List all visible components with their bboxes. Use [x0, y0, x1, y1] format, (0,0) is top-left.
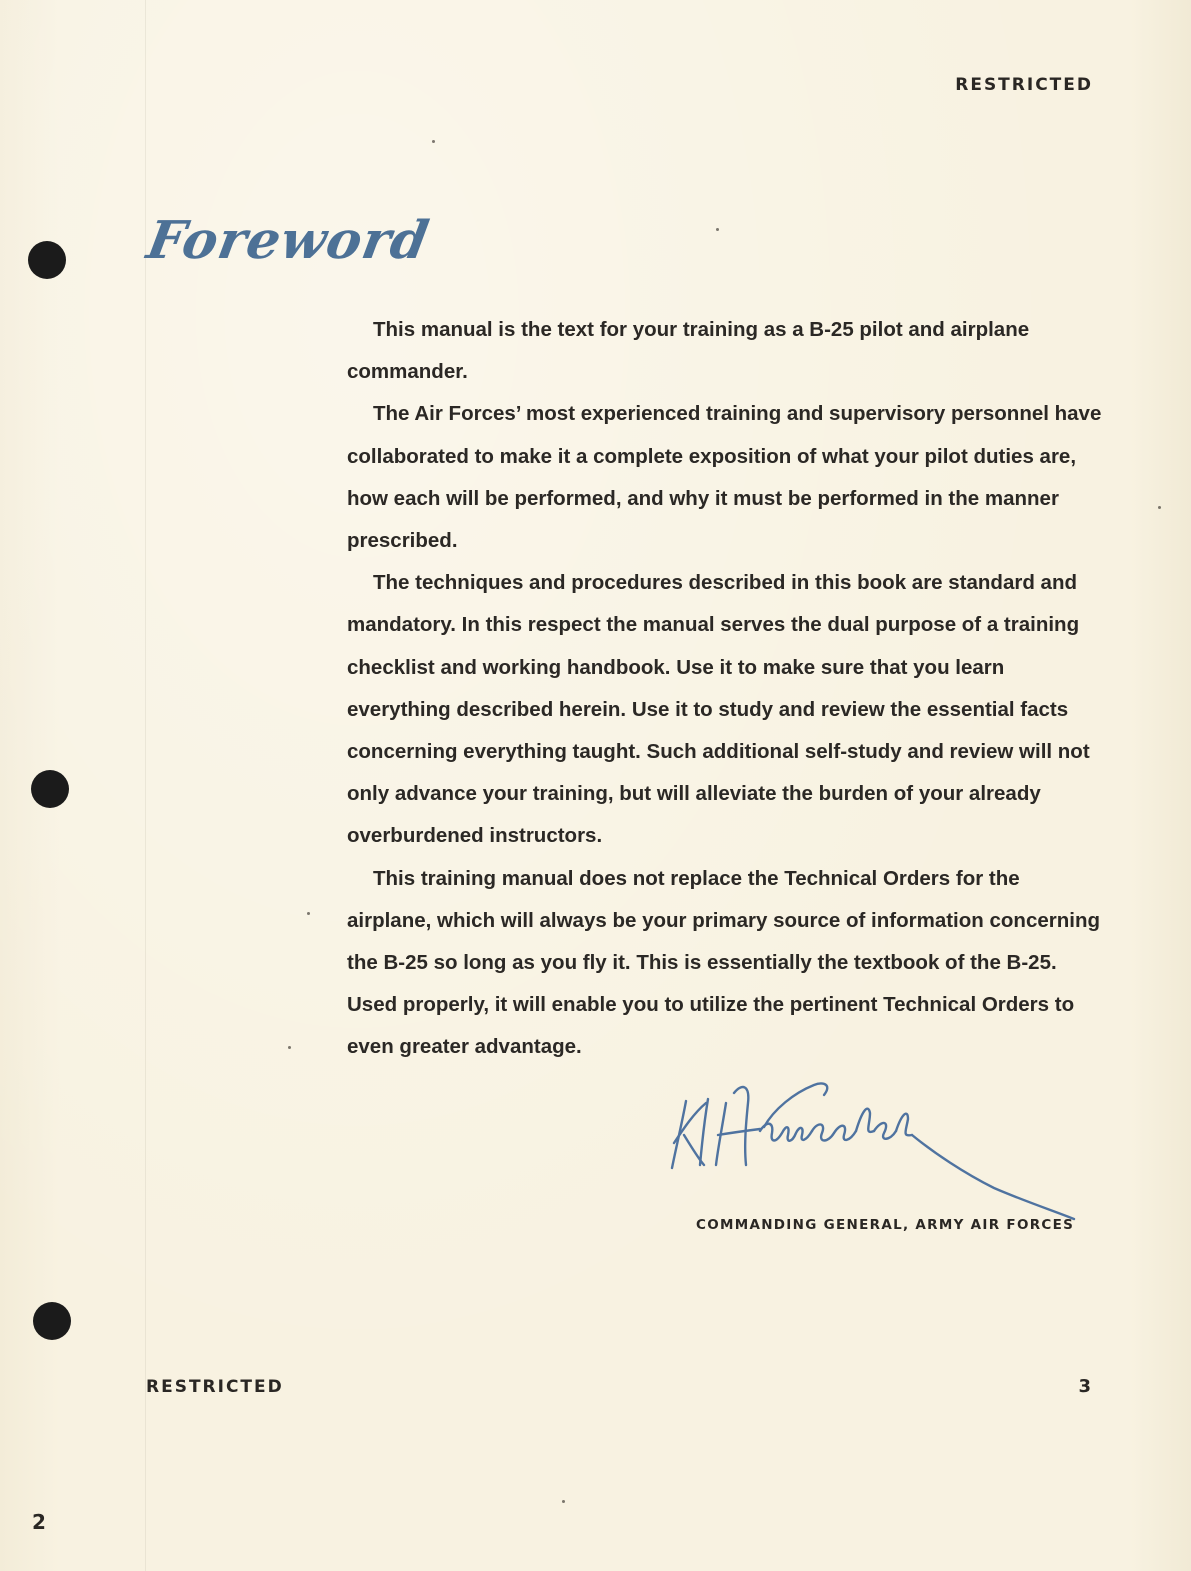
- paragraph: The Air Forces’ most experienced training and supervisory personnel have collaborated to make it a complete exposition of what your pilot duties are, how each will be performed, and why it must be performed in the manner prescribed.: [347, 402, 1102, 553]
- signer-title: COMMANDING GENERAL, ARMY AIR FORCES: [696, 1217, 1075, 1233]
- page-title: Foreword: [142, 210, 434, 271]
- footer-classification: RESTRICTED: [146, 1377, 284, 1397]
- binder-hole-bottom: [33, 1302, 71, 1340]
- paper-speck: [562, 1500, 565, 1503]
- handwritten-signature: [664, 1073, 1084, 1223]
- paragraph: The techniques and procedures described in this book are standard and mandatory. In this respect the manual serves the dual purpose of a training checklist and working handbook. Use it to make sure that you learn everything described herein. Use it to study and review the essential facts concerning everything taught. Such additional self-study and review will not only advance your training, but will alleviate the burden of your already overburdened instructors.: [347, 571, 1090, 848]
- underlying-page-number: 2: [32, 1510, 46, 1534]
- header-classification: RESTRICTED: [955, 75, 1093, 95]
- paragraph: This manual is the text for your training as a B-25 pilot and airplane commander.: [347, 318, 1030, 384]
- paper-speck: [1158, 506, 1161, 509]
- paper-speck: [307, 912, 310, 915]
- paper-speck: [432, 140, 435, 143]
- binder-hole-middle: [31, 770, 69, 808]
- binder-hole-top: [28, 241, 66, 279]
- page-edge-shadow: [145, 0, 146, 1571]
- paper-speck: [716, 228, 719, 231]
- page-number: 3: [1078, 1376, 1091, 1397]
- paper-speck: [288, 1046, 291, 1049]
- foreword-body: [347, 309, 1107, 1069]
- paragraph: This training manual does not replace the Technical Orders for the airplane, which will always be your primary source of information concerning the B-25 so long as you fly it. This is essentially the textbook of the B-25. Used properly, it will enable you to utilize the pertinent Technical Orders to even greater advantage.: [347, 866, 1100, 1059]
